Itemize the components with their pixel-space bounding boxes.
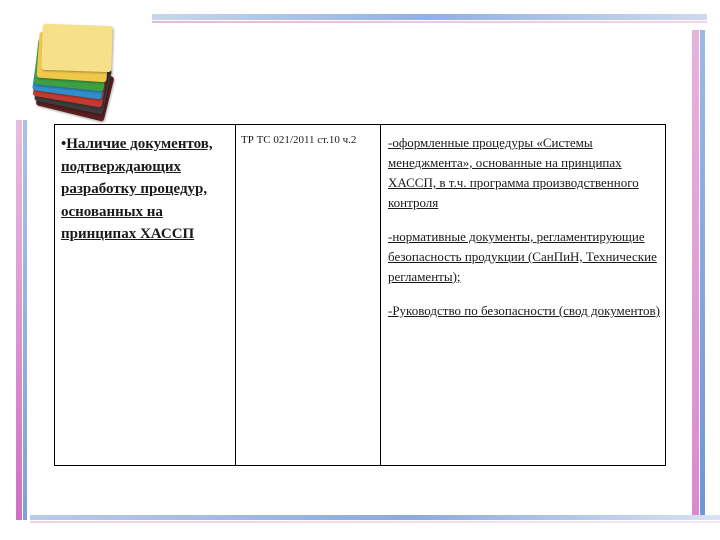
bottom-accent-line bbox=[30, 521, 720, 523]
requirements-table bbox=[54, 124, 666, 466]
left-accent-bar-blue bbox=[23, 120, 27, 520]
requirement-cell bbox=[61, 133, 231, 246]
evidence-item: -нормативные документы, регламентирующие безопасность продукции (СанПиН, Технические регламенты); bbox=[388, 229, 657, 284]
column-divider bbox=[380, 125, 381, 465]
bullet: • bbox=[61, 136, 67, 152]
evidence-item: -оформленные процедуры «Системы менеджмента», основанные на принципах ХАССП, в т.ч. программа производственного контроля bbox=[388, 135, 639, 210]
column-divider bbox=[235, 125, 236, 465]
requirement-text: Наличие документов, подтверждающих разработку процедур, основанных на принципах ХАССП bbox=[61, 136, 213, 242]
bottom-accent-bar bbox=[30, 515, 720, 520]
reference-cell bbox=[241, 133, 381, 147]
top-accent-line bbox=[152, 21, 707, 23]
right-accent-bar-blue bbox=[700, 30, 705, 520]
right-accent-bar-pink bbox=[692, 30, 699, 520]
evidence-cell bbox=[388, 133, 662, 335]
reference-text: ТР ТС 021/2011 ст.10 ч.2 bbox=[241, 134, 357, 146]
evidence-item: -Руководство по безопасности (свод документов) bbox=[388, 303, 660, 318]
left-accent-bar-pink bbox=[16, 120, 22, 520]
card-stack-image bbox=[28, 20, 138, 115]
card bbox=[41, 24, 113, 72]
top-accent-bar bbox=[152, 14, 707, 20]
